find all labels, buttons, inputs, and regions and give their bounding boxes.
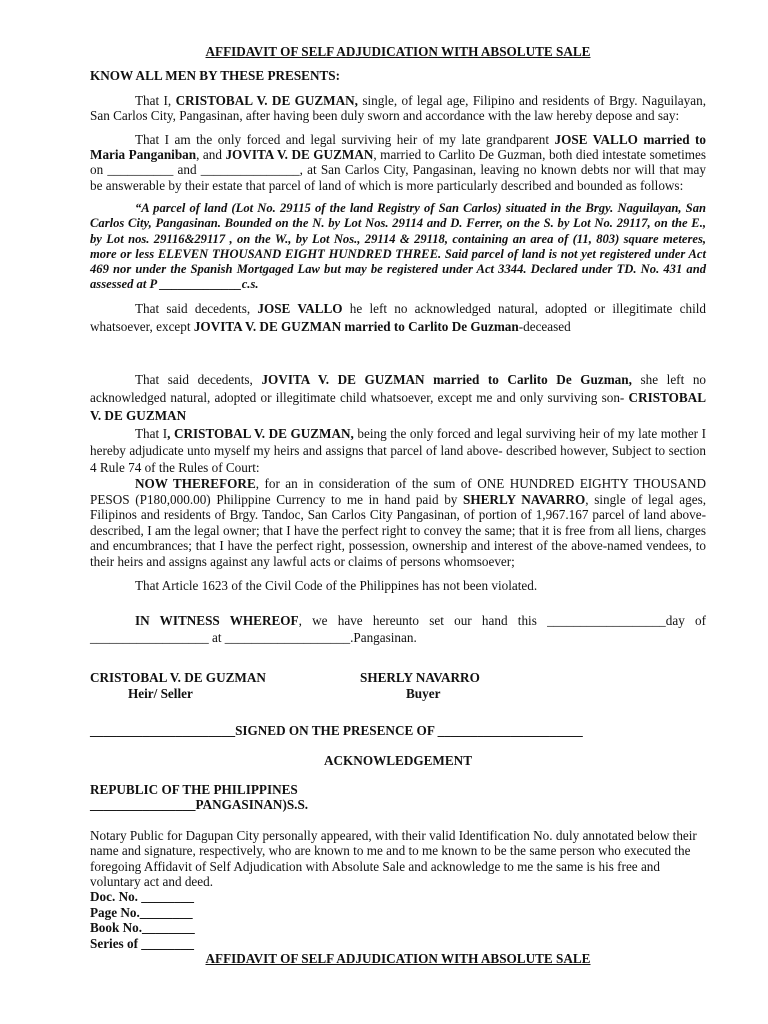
republic-heading: REPUBLIC OF THE PHILIPPINES [90, 781, 298, 797]
paragraph-4 [90, 371, 706, 425]
p2-text-a: That I am the only forced and legal surviving heir of my late grandparent [135, 131, 555, 147]
notary-paragraph: Notary Public for Dagupan City personally appeared, with their valid Identification No. duly annotated below their name and signature, respectively, who are known to me and to me known to be the same person who executed the foregoing Affidavit of Self Adjudication with Absolute Sale and acknowledge to me the same is his free and voluntary act and deed. [90, 827, 697, 889]
paragraph-6 [90, 476, 706, 568]
p5-text-a: That I [135, 426, 168, 442]
p1-text-b: single, of legal age, Filipino and residents of Brgy. Naguilayan, San Carlos City, Pangasinan, after having been duly sworn and accordance with the law hereby depose and say: [90, 92, 706, 124]
paragraph-3 [90, 300, 706, 336]
book-no-field: Book No.________ [90, 920, 195, 936]
signatory-buyer [360, 670, 480, 701]
p1-text-a: That I, [135, 92, 176, 108]
witness-lead: IN WITNESS WHEREOF [135, 613, 299, 629]
signature-block [90, 670, 706, 701]
pangasinan-ss: ________________PANGASINAN)S.S. [90, 797, 309, 813]
p6-text-b: , single of legal ages, Filipinos and residents of Brgy. Tandoc, San Carlos City Pangasinan, of portion of 1,967.167 parcel of land above-described, I am the legal owner; that I have the perfect right to convey the same; that it is free from all liens, charges and encumbrances; that I have the perfect right, possession, ownership and interest of the above-named vendees, to their heirs and assigns against any lawful acts or claims of persons whomsoever; [90, 491, 706, 569]
signatory-name: CRISTOBAL V. DE GUZMAN [90, 670, 266, 686]
p5-text-b: being the only forced and legal surviving heir of my late mother I hereby adjudicate unto myself my heirs and assigns that parcel of land above- described however, Subject to section 4 Rule 74 of the Rules of Court: [90, 426, 707, 476]
p4-text-b: she left no acknowledged natural, adopted or illegitimate child whatsoever, except me and only surviving son- [90, 372, 707, 406]
p6-text-a: , for an in consideration of the sum of ONE HUNDRED EIGHTY THOUSAND PESOS (P180,000.00) Philippine Currency to me in hand paid by [90, 476, 707, 507]
p2-name-1: JOSE VALLO married to Maria Panganiban [90, 131, 706, 163]
p3-name-1: JOSE VALLO [257, 301, 343, 317]
series-field: Series of ________ [90, 935, 195, 951]
signed-presence-line: ______________________SIGNED ON THE PRESENCE OF ______________________ [90, 723, 583, 739]
p1-name: CRISTOBAL V. DE GUZMAN, [175, 92, 358, 108]
paragraph-7: That Article 1623 of the Civil Code of the Philippines has not been violated. [135, 577, 538, 593]
p2-name-2: JOVITA V. DE GUZMAN [225, 147, 374, 163]
p4-text-a: That said decedents, [135, 372, 262, 388]
p4-name-2: CRISTOBAL V. DE GUZMAN [90, 390, 706, 424]
p3-text-b: he left no acknowledged natural, adopted or illegitimate child whatsoever, except [90, 301, 706, 335]
doc-no-field: Doc. No. ________ [90, 889, 195, 905]
signatory-role: Buyer [406, 685, 441, 701]
witness-text: , we have hereunto set our hand this __________________day of __________________ at ___________________.Pangasinan. [90, 613, 707, 646]
signatory-role: Heir/ Seller [128, 685, 193, 701]
paragraph-1 [90, 93, 706, 124]
p2-text-c: , married to Carlito De Guzman, both died intestate sometimes on __________ and _______________, at San Carlos City, Pangasinan, leaving no known debts nor will that may be answerable by their estate that parcel of land of which is more particularly described and bounded as follows: [90, 147, 706, 193]
p4-name-1: JOVITA V. DE GUZMAN married to Carlito De Guzman, [261, 372, 632, 388]
page-no-field: Page No.________ [90, 904, 193, 920]
paragraph-5 [90, 425, 706, 476]
p2-text-b: , and [196, 147, 226, 163]
know-all-heading: KNOW ALL MEN BY THESE PRESENTS: [90, 68, 341, 84]
p3-text-c: -deceased [518, 319, 571, 335]
p6-name: SHERLY NAVARRO [463, 491, 586, 507]
acknowledgement-title: ACKNOWLEDGEMENT [323, 752, 472, 768]
document-title: AFFIDAVIT OF SELF ADJUDICATION WITH ABSOLUTE SALE [205, 44, 591, 59]
p6-lead: NOW THEREFORE [135, 476, 256, 492]
witness-paragraph [90, 612, 706, 646]
p5-name: , CRISTOBAL V. DE GUZMAN, [167, 426, 354, 442]
p3-text-a: That said decedents, [135, 301, 258, 317]
signatory-seller [90, 670, 360, 701]
document-page [90, 44, 706, 966]
signatory-name: SHERLY NAVARRO [360, 670, 480, 686]
p3-name-2: JOVITA V. DE GUZMAN married to Carlito De Guzman [193, 319, 519, 335]
land-description-quote: “A parcel of land (Lot No. 29115 of the land Registry of San Carlos) situated in the Brgy. Naguilayan, San Carlos City, Pangasinan. Bounded on the N. by Lot Nos. 29114 and D. Ferrer, on the S. by Lot No. 29117, on the E., by Lot nos. 29116&29117 , on the W., by Lot Nos., 29114 & 29118, containing an area of (11, 803) square meteres, more or less ELEVEN THOUSAND EIGHT HUNDRED THREE. Said parcel of land is not yet registered under Act 469 nor under the Spanish Mortgaged Law but may be registered under Act 3344. Declared under TD. No. 431 and assessed at P _____________c.s. [90, 201, 706, 292]
paragraph-2 [90, 132, 706, 194]
footer-title: AFFIDAVIT OF SELF ADJUDICATION WITH ABSOLUTE SALE [205, 951, 591, 966]
